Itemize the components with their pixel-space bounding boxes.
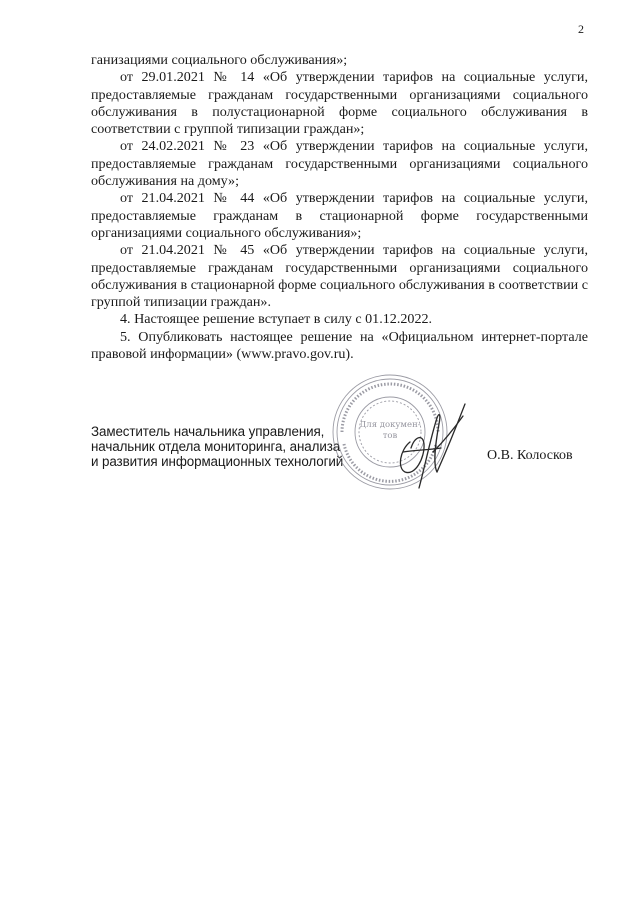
signer-title: [91, 424, 343, 470]
paragraph-order-45: от 21.04.2021 № 45 «Об утверждении тарифов на социальные услуги, предоставляемые гражданам государственными организациями социального обслуживания в стационарной форме социального обслуживания в соответствии с группой типизации граждан».: [91, 242, 588, 311]
paragraph-order-44: от 21.04.2021 № 44 «Об утверждении тарифов на социальные услуги, предоставляемые гражданам в стационарной форме государственными организациями социального обслуживания»;: [91, 190, 588, 241]
svg-text:Для докумен-: Для докумен-: [359, 420, 421, 430]
paragraph-continuation: ганизациями социального обслуживания»;: [91, 52, 348, 68]
paragraph-order-23: от 24.02.2021 № 23 «Об утверждении тарифов на социальные услуги, предоставляемые гражданам государственными организациями социального обслуживания на дому»;: [91, 138, 588, 190]
signer-title-line: и развития информационных технологий: [91, 454, 344, 470]
signer-title-line: Заместитель начальника управления,: [91, 424, 325, 439]
paragraph-effective-date: 4. Настоящее решение вступает в силу с 01.12.2022.: [120, 311, 433, 328]
document-body: [91, 52, 588, 363]
svg-text:тов: тов: [382, 431, 398, 441]
handwritten-signature: [375, 392, 480, 497]
page-number: 2: [578, 22, 584, 36]
paragraph-order-14: от 29.01.2021 № 14 «Об утверждении тарифов на социальные услуги, предоставляемые гражданам государственными организациями социального обслуживания в полустационарной форме социального обслуживания в соответствии с группой типизации граждан»;: [91, 69, 588, 138]
paragraph-publication: 5. Опубликовать настоящее решение на «Официальном интернет-портале правовой информации» (www.pravo.gov.ru).: [91, 328, 588, 363]
signer-title-line: начальник отдела мониторинга, анализа: [91, 439, 341, 455]
signer-name: О.В. Колосков: [487, 448, 573, 463]
